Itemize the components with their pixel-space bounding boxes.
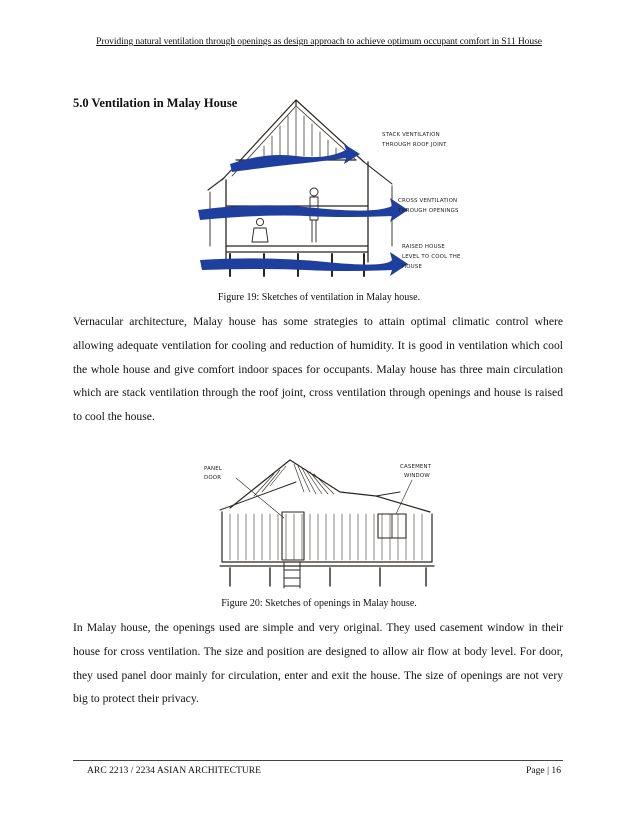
figure-20-caption: Figure 20: Sketches of openings in Malay house. — [221, 598, 417, 609]
figure-19-caption: Figure 19: Sketches of ventilation in Malay house. — [217, 292, 421, 303]
paragraph-openings: In Malay house, the openings used are simple and very original. They used casement window in their house for cross ventilation. The size and position are designed to allow air flow at body level. For door, they used panel door mainly for circulation, enter and exit the house. The size of openings are not very big to protect their privacy. — [73, 621, 563, 706]
door-label: DOOR — [204, 475, 222, 481]
page-header: Providing natural ventilation through openings as design approach to achieve optimum occupant comfort in S11 House — [96, 36, 542, 47]
house-label: HOUSE — [402, 264, 423, 270]
openings-label: THROUGH OPENINGS — [398, 208, 459, 214]
footer-course: ARC 2213 / 2234 ASIAN ARCHITECTURE — [87, 765, 262, 776]
stack-ventilation-label: STACK VENTILATION — [382, 132, 440, 138]
raised-house-label: RAISED HOUSE — [402, 244, 445, 250]
openings-sketch — [200, 452, 450, 592]
roof-joint-label: THROUGH ROOF JOINT — [382, 142, 447, 148]
panel-label: PANEL — [204, 466, 223, 472]
footer-page-number: Page | 16 — [526, 765, 561, 776]
cross-ventilation-label: CROSS VENTILATION — [398, 198, 458, 204]
casement-label: CASEMENT — [400, 464, 432, 470]
window-label: WINDOW — [404, 473, 430, 479]
cool-level-label: LEVEL TO COOL THE — [402, 254, 461, 260]
ventilation-sketch — [196, 96, 506, 284]
section-title: 5.0 Ventilation in Malay House — [73, 96, 238, 110]
footer-divider — [73, 760, 563, 761]
paragraph-vernacular: Vernacular architecture, Malay house has some strategies to attain optimal climatic control where allowing adequate ventilation for cooling and reduction of humidity. It is good in ventilation which cool the whole house and give comfort indoor spaces for occupants. Malay house has three main circulation which are stack ventilation through the roof joint, cross ventilation through openings and house is raised to cool the house. — [73, 315, 563, 424]
